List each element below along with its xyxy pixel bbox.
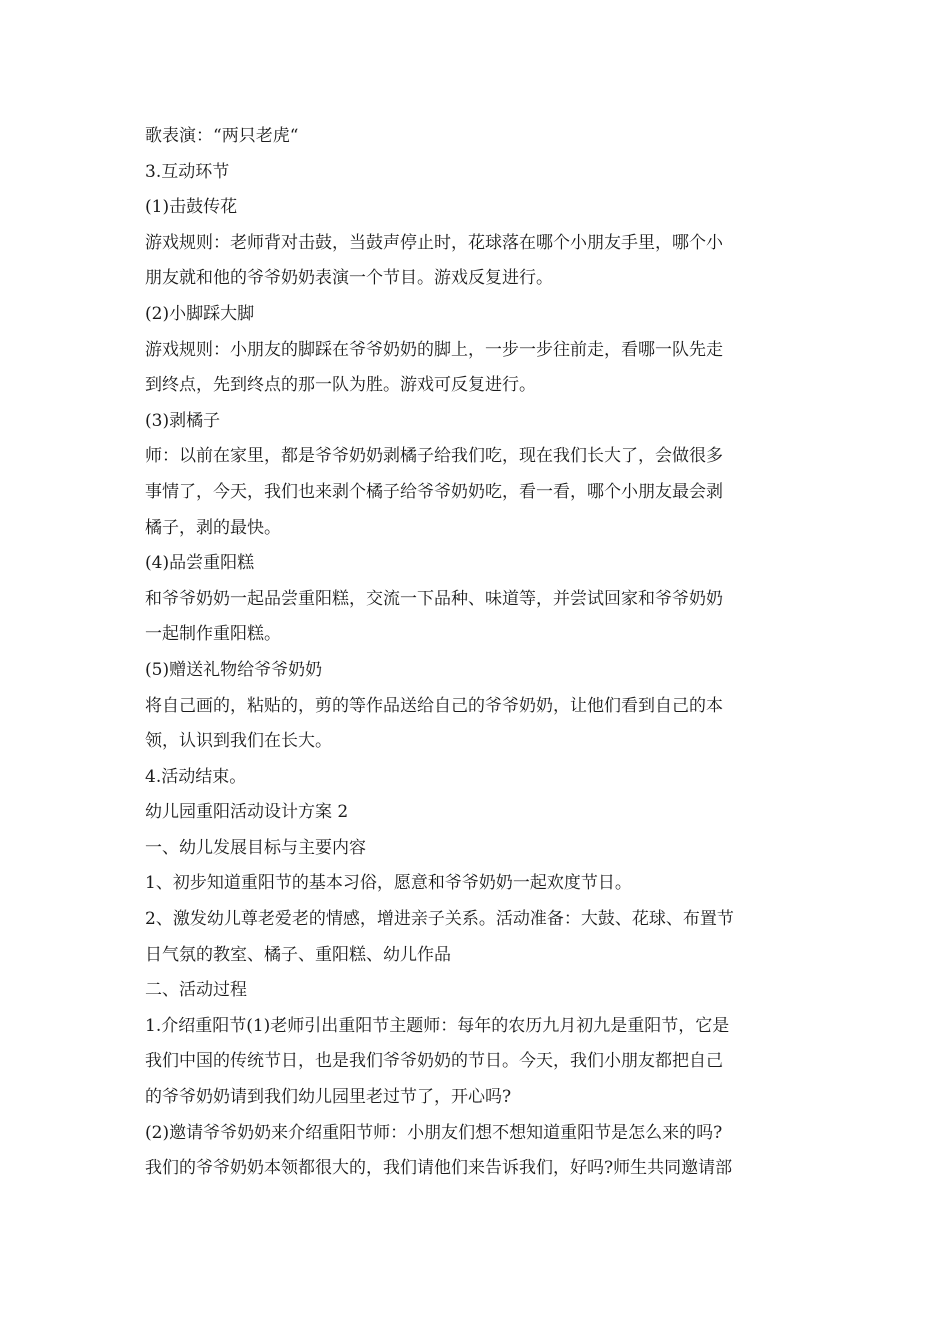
subsection-heading: (5)赠送礼物给爷爷奶奶: [145, 659, 323, 680]
subsection-heading: (3)剥橘子: [145, 410, 221, 431]
text-line: 将自己画的，粘贴的，剪的等作品送给自己的爷爷奶奶，让他们看到自己的本: [145, 695, 723, 716]
text-line: 橘子，剥的最快。: [145, 517, 281, 538]
text-line: (2)邀请爷爷奶奶来介绍重阳节师：小朋友们想不想知道重阳节是怎么来的吗?: [145, 1122, 723, 1143]
subsection-heading: (4)品尝重阳糕: [145, 553, 255, 574]
text-line: 领，认识到我们在长大。: [145, 731, 332, 752]
section-heading: 二、活动过程: [145, 980, 247, 1001]
text-line: 我们的爷爷奶奶本领都很大的，我们请他们来告诉我们，好吗?师生共同邀请部: [145, 1158, 733, 1179]
text-line: 师：以前在家里，都是爷爷奶奶剥橘子给我们吃，现在我们长大了，会做很多: [145, 446, 723, 467]
section-heading: 3.互动环节: [145, 161, 230, 182]
subsection-heading: (1)击鼓传花: [145, 197, 238, 218]
section-heading: 4.活动结束。: [145, 766, 247, 787]
text-line: 日气氛的教室、橘子、重阳糕、幼儿作品: [145, 944, 451, 965]
text-line: 和爷爷奶奶一起品尝重阳糕，交流一下品种、味道等，并尝试回家和爷爷奶奶: [145, 588, 723, 609]
text-line: 朋友就和他的爷爷奶奶表演一个节目。游戏反复进行。: [145, 268, 553, 289]
text-line: 1、初步知道重阳节的基本习俗，愿意和爷爷奶奶一起欢度节日。: [145, 873, 632, 894]
text-line: 事情了，今天，我们也来剥个橘子给爷爷奶奶吃，看一看，哪个小朋友最会剥: [145, 481, 723, 502]
text-line: 游戏规则：小朋友的脚踩在爷爷奶奶的脚上，一步一步往前走，看哪一队先走: [145, 339, 723, 360]
text-line: 一起制作重阳糕。: [145, 624, 281, 645]
document-title: 幼儿园重阳活动设计方案 2: [145, 802, 349, 823]
text-line: 游戏规则：老师背对击鼓，当鼓声停止时，花球落在哪个小朋友手里，哪个小: [145, 232, 723, 253]
text-line: 1.介绍重阳节(1)老师引出重阳节主题师：每年的农历九月初九是重阳节，它是: [145, 1015, 730, 1036]
text-line: 歌表演：“两只老虎“: [145, 126, 299, 146]
text-line: 我们中国的传统节日，也是我们爷爷奶奶的节日。今天，我们小朋友都把自己: [145, 1051, 723, 1072]
section-heading: 一、幼儿发展目标与主要内容: [145, 837, 366, 858]
text-line: 的爷爷奶奶请到我们幼儿园里老过节了，开心吗?: [145, 1087, 512, 1108]
document-body: [145, 119, 810, 1187]
text-line: 到终点，先到终点的那一队为胜。游戏可反复进行。: [145, 375, 536, 396]
subsection-heading: (2)小脚踩大脚: [145, 303, 255, 324]
text-line: 2、激发幼儿尊老爱老的情感，增进亲子关系。活动准备：大鼓、花球、布置节: [145, 909, 734, 930]
